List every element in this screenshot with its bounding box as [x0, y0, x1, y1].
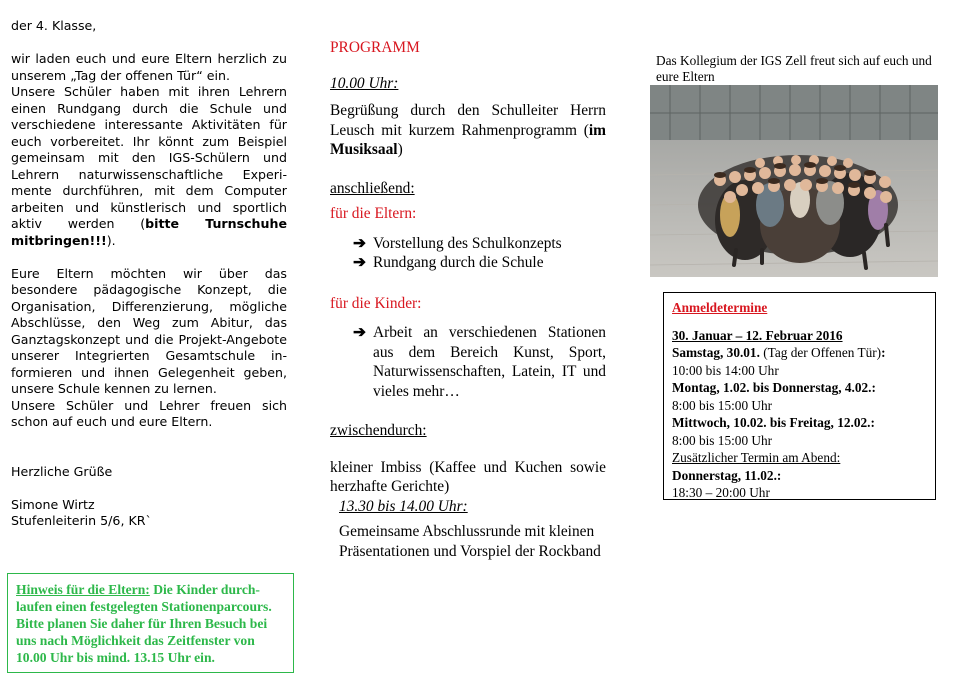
- hint-label: Hinweis für die Eltern:: [16, 582, 150, 597]
- parents-hint-box: [7, 573, 294, 673]
- snack-text: kleiner Imbiss (Kaffee und Kuchen sowie herzhafte Gerichte): [330, 458, 606, 495]
- closing-greeting: Herzliche Grüße: [11, 463, 113, 479]
- saturday-time: 10:00 bis 14:00 Uhr: [672, 362, 779, 378]
- registration-dates-box: [663, 292, 936, 500]
- list-item: ➔ Rundgang durch die Schule: [353, 254, 544, 271]
- parents-list: [330, 234, 606, 273]
- invitation-paragraph: wir laden euch und eure Eltern herzlich zu unserem „Tag der offenen Tür“ ein.: [11, 51, 287, 83]
- meanwhile-label: zwischendurch:: [330, 422, 427, 439]
- list-item: ➔ Arbeit an verschiedenen Stationen aus dem Bereich Kunst, Sport, Naturwissenschaften, Latein, IT und vieles mehr…: [353, 324, 606, 400]
- signature-name: Simone Wirtz: [11, 496, 95, 512]
- list-item: ➔ Vorstellung des Schulkonzepts: [353, 234, 562, 252]
- saturday-line: Samstag, 30.01. (Tag der Offenen Tür):: [672, 345, 886, 360]
- wednesday-friday-time: 8:00 bis 15:00 Uhr: [672, 432, 773, 448]
- end-time: 13.30 bis 14.00 Uhr:: [339, 497, 468, 515]
- signature-role: Stufenleiterin 5/6, KR`: [11, 513, 152, 528]
- thursday-time: 18:30 – 20:00 Uhr: [672, 485, 770, 500]
- kids-list: [330, 323, 606, 401]
- monday-thursday-time: 8:00 bis 15:00 Uhr: [672, 397, 773, 413]
- program-heading: PROGRAMM: [330, 39, 420, 56]
- invitation-letter: [11, 18, 287, 530]
- extra-evening-label: Zusätzlicher Termin am Abend:: [672, 450, 841, 465]
- welcome-text: Begrüßung durch den Schulleiter Herrn Leusch mit kurzem Rahmenprogramm (im Musiksaal): [330, 102, 606, 158]
- afterwards-label: anschließend:: [330, 179, 415, 197]
- arrow-right-icon: ➔: [353, 234, 366, 252]
- thursday-line: Donnerstag, 11.02.:: [672, 467, 782, 483]
- salutation: der 4. Klasse,: [11, 18, 97, 33]
- parents-label: für die Eltern:: [330, 205, 417, 222]
- arrow-right-icon: ➔: [353, 324, 366, 341]
- staff-group-photo: [650, 85, 938, 277]
- kids-label: für die Kinder:: [330, 294, 422, 312]
- closing-round-text: Gemeinsame Abschlussrunde mit kleinen Präsentationen und Vorspiel der Rockband: [339, 523, 601, 560]
- activities-paragraph: Unsere Schüler haben mit ihren Lehrern einen Rundgang durch die Schule und verschiedene interessante Aktivitäten für euch vorbereitet. Ihr könnt zum Beispiel gemeinsam mit den IGS-Schülern und Lehrern naturwissenschaftliche Experi- mente durchführen, mit dem Computer arbeiten und künstlerisch und sportlich aktiv werden (bitte Turnschuhe mitbringen!!!).: [11, 84, 287, 248]
- hint-text: Die Kinder durch- laufen einen festgelegten Stationenparcours. Bitte planen Sie daher für Ihren Besuch bei uns nach Möglichkeit das Zeitfenster von 10.00 Uhr bis mind. 13.15 Uhr ein.: [16, 582, 272, 665]
- arrow-right-icon: ➔: [353, 254, 366, 271]
- parents-paragraph: Eure Eltern möchten wir über das besondere pädagogische Konzept, die Organisation, Differenzierung, mögliche Abschlüsse, den Weg zum Abitur, das Ganztagskonzept und die Projekt-Angebote unserer Integrierten Gesamtschule in- formieren und ihnen Gelegenheit geben, unsere Schule kennen zu lernen.: [11, 265, 287, 396]
- start-time: 10.00 Uhr:: [330, 74, 399, 92]
- right-column: [650, 53, 938, 500]
- music-room: im Musiksaal: [330, 121, 606, 158]
- looking-forward-paragraph: Unsere Schüler und Lehrer freuen sich schon auf euch und eure Eltern.: [11, 397, 287, 429]
- registration-title: Anmeldetermine: [672, 300, 768, 315]
- monday-thursday-line: Montag, 1.02. bis Donnerstag, 4.02.:: [672, 380, 876, 395]
- wednesday-friday-line: Mittwoch, 10.02. bis Freitag, 12.02.:: [672, 415, 875, 430]
- program-column: [330, 38, 606, 561]
- sportswear-note: bitte Turnschuhe mitbringen!!!: [11, 216, 287, 248]
- registration-range: 30. Januar – 12. Februar 2016: [672, 327, 843, 343]
- photo-caption: Das Kollegium der IGS Zell freut sich auf euch und eure Eltern: [656, 53, 932, 84]
